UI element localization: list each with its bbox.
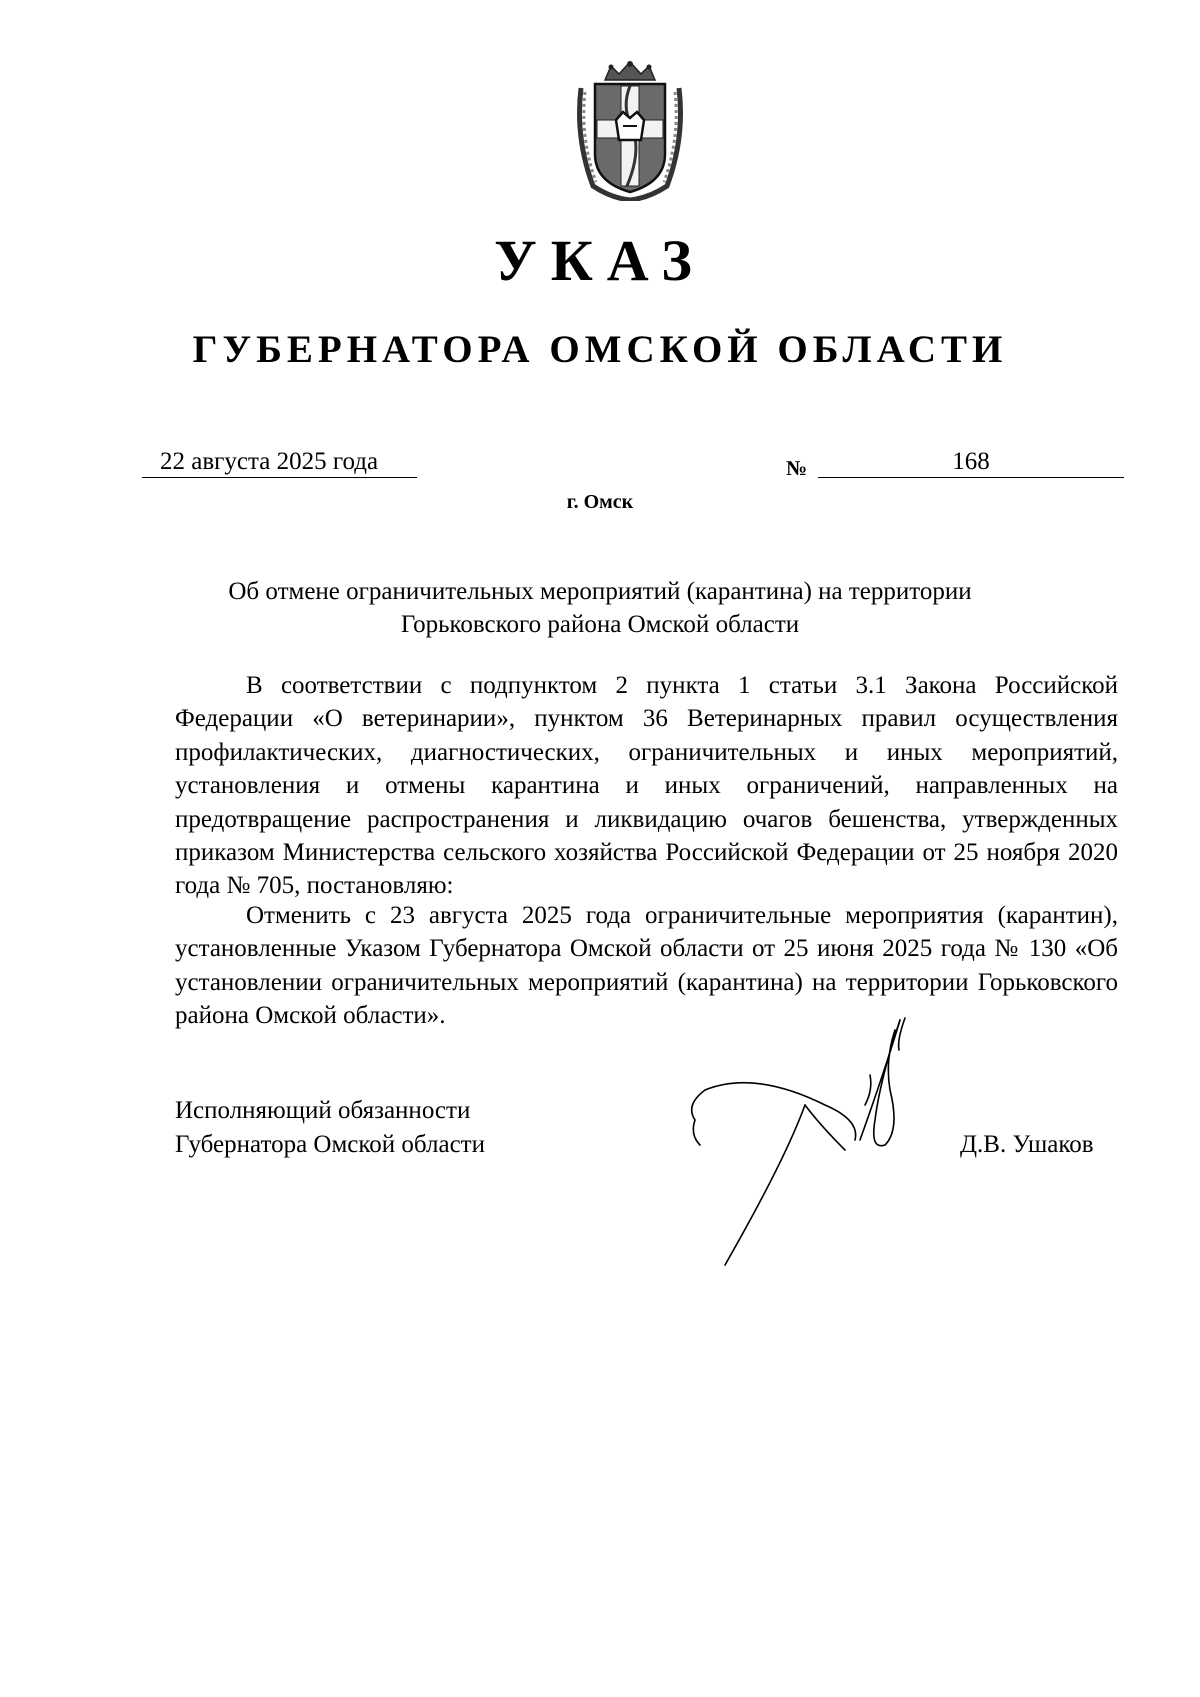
signatory-position-line: Исполняющий обязанности (175, 1097, 471, 1124)
signature-icon (685, 1010, 1005, 1280)
document-city: г. Омск (566, 491, 634, 513)
heading-line: Об отмене ограничительных мероприятий (карантина) на территории (228, 578, 972, 605)
body-paragraph: Отменить с 23 августа 2025 года ограничительные мероприятия (карантин), установленные Указом Губернатора Омской области от 25 июня 2025 года № 130 «Об установлении ограничительных мероприятий (карантина) на территории Горьковского района Омской области». (175, 902, 1118, 1030)
signatory-name: Д.В. Ушаков (960, 1131, 1094, 1158)
body-paragraph: В соответствии с подпунктом 2 пункта 1 статьи 3.1 Закона Российской Федерации «О ветеринарии», пунктом 36 Ветеринарных правил осуществления профилактических, диагностических, ограничительных и иных мероприятий, установления и отмены карантина и иных ограничений, направленных на предотвращение распространения и ликвидацию очагов бешенства, утвержденных приказом Министерства сельского хозяйства Российской Федерации от 25 ноября 2020 года № 705, постановляю: (175, 672, 1118, 900)
document-title: УКАЗ (494, 228, 706, 293)
number-sign: № (786, 456, 808, 480)
document-subtitle: ГУБЕРНАТОРА ОМСКОЙ ОБЛАСТИ (192, 328, 1008, 371)
heading-line: Горьковского района Омской области (400, 611, 800, 638)
document-heading (175, 575, 1025, 641)
coat-of-arms-icon (571, 58, 689, 201)
signatory-position-line: Губернатора Омской области (175, 1131, 485, 1158)
document-date: 22 августа 2025 года (142, 447, 417, 478)
document-number: 168 (818, 447, 1124, 478)
